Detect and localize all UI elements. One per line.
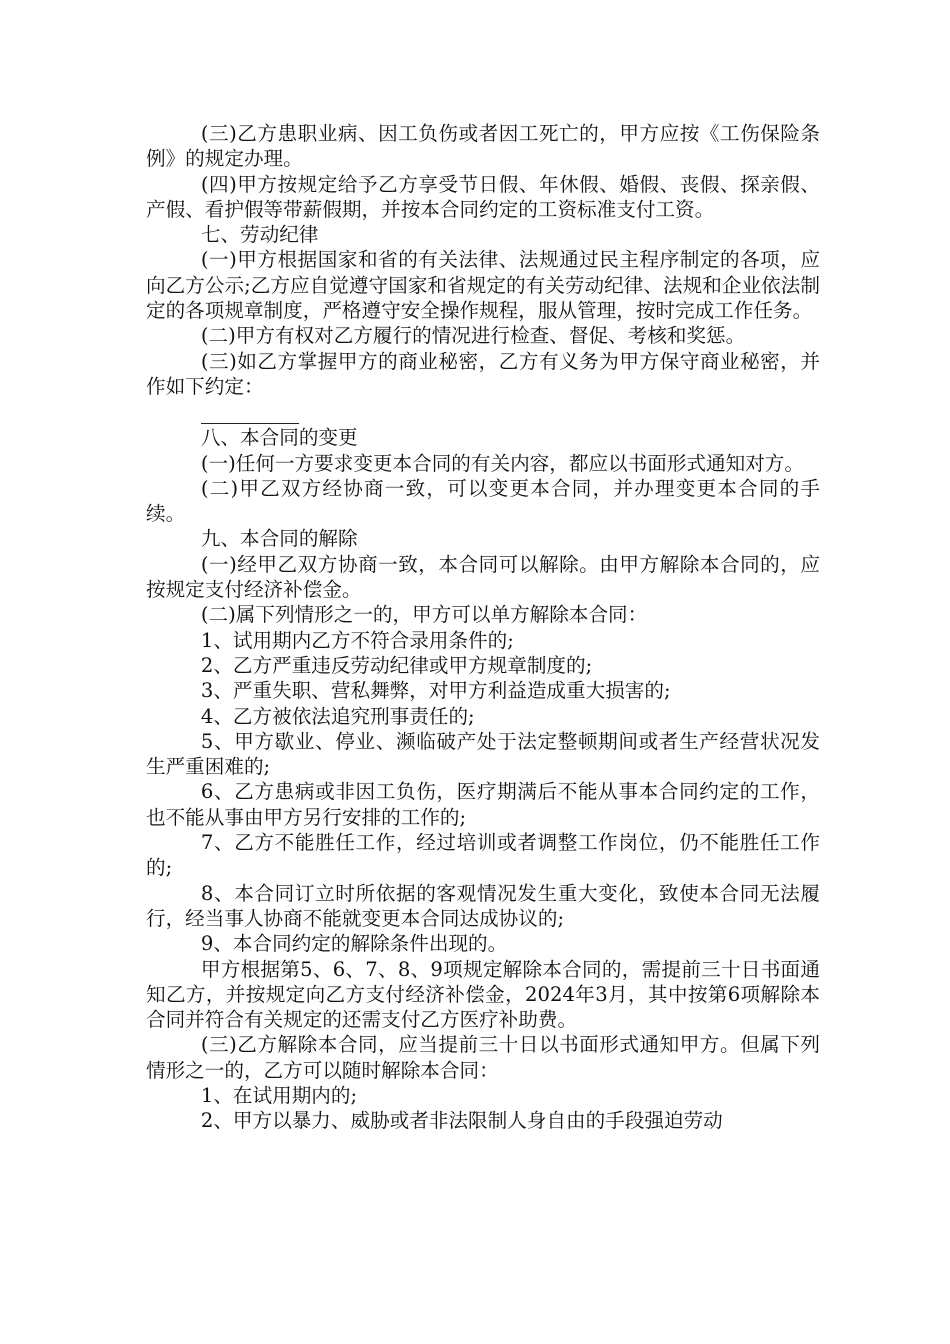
section-heading: 七、劳动纪律	[200, 223, 319, 247]
paragraph: (二)甲乙双方经协商一致，可以变更本合同，并办理变更本合同的手续。	[146, 476, 820, 526]
paragraph: (二)属下列情形之一的，甲方可以单方解除本合同：	[200, 603, 648, 627]
paragraph: (三)乙方患职业病、因工负伤或者因工死亡的，甲方应按《工伤保险条例》的规定办理。	[146, 122, 820, 171]
paragraph: (一)经甲乙双方协商一致，本合同可以解除。由甲方解除本合同的，应按规定支付经济补偿金。	[146, 552, 820, 602]
list-item: 2、乙方严重违反劳动纪律或甲方规章制度的;	[200, 653, 593, 677]
section-heading: 九、本合同的解除	[200, 527, 358, 551]
list-item: 1、试用期内乙方不符合录用条件的;	[200, 628, 514, 652]
section-heading: 八、本合同的变更	[200, 426, 358, 450]
list-item: 6、乙方患病或非因工负伤，医疗期满后不能从事本合同约定的工作，也不能从事由甲方另行安排的工作的;	[146, 780, 820, 829]
paragraph: (三)乙方解除本合同，应当提前三十日以书面形式通知甲方。但属下列情形之一的，乙方可以随时解除本合同：	[146, 1033, 820, 1082]
list-item: 4、乙方被依法追究刑事责任的;	[200, 704, 475, 728]
fill-in-blank-line	[201, 399, 299, 424]
list-item: 9、本合同约定的解除条件出现的。	[200, 932, 508, 956]
paragraph: (三)如乙方掌握甲方的商业秘密，乙方有义务为甲方保守商业秘密，并作如下约定：	[146, 349, 820, 398]
paragraph: (一)甲方根据国家和省的有关法律、法规通过民主程序制定的各项，应向乙方公示;乙方应自觉遵守国家和省规定的有关劳动纪律、法规和企业依法制定的各项规章制度，严格遵守安全操作规程，服从管理，按时完成工作任务。	[146, 248, 820, 323]
list-item: 8、本合同订立时所依据的客观情况发生重大变化，致使本合同无法履行，经当事人协商不能就变更本合同达成协议的;	[146, 881, 820, 930]
paragraph: (二)甲方有权对乙方履行的情况进行检查、督促、考核和奖惩。	[200, 324, 746, 348]
list-item: 5、甲方歇业、停业、濒临破产处于法定整顿期间或者生产经营状况发生严重困难的;	[146, 729, 820, 779]
paragraph: (一)任何一方要求变更本合同的有关内容，都应以书面形式通知对方。	[200, 451, 804, 475]
paragraph: (四)甲方按规定给予乙方享受节日假、年休假、婚假、丧假、探亲假、产假、看护假等带薪假期，并按本合同约定的工资标准支付工资。	[146, 172, 820, 221]
document-page	[146, 121, 820, 1134]
list-item: 1、在试用期内的;	[200, 1083, 358, 1107]
list-item: 2、甲方以暴力、威胁或者非法限制人身自由的手段强迫劳动	[200, 1109, 723, 1133]
list-item: 3、严重失职、营私舞弊，对甲方利益造成重大损害的;	[200, 679, 671, 703]
list-item: 7、乙方不能胜任工作，经过培训或者调整工作岗位，仍不能胜任工作的;	[146, 831, 820, 880]
paragraph: 甲方根据第5、6、7、8、9项规定解除本合同的，需提前三十日书面通知乙方，并按规定向乙方支付经济补偿金，2024年3月，其中按第6项解除本合同并符合有关规定的还需支付乙方医疗补助费。	[146, 957, 820, 1032]
